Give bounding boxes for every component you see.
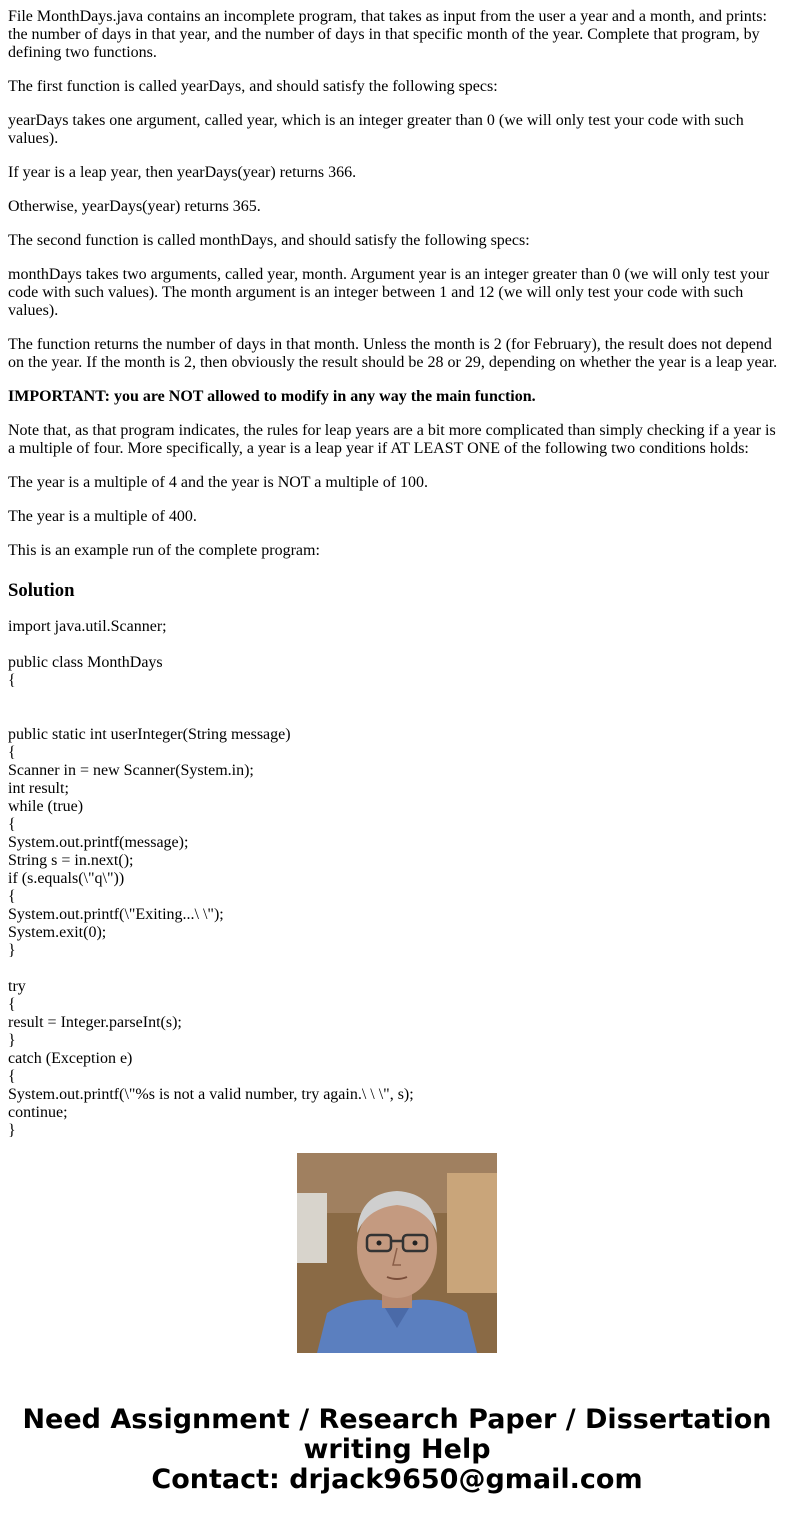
code-line: }	[8, 942, 16, 959]
question-paragraph-monthdays-args: monthDays takes two arguments, called year, month. Argument year is an integer greater than 0 (we will only test your code with such values). The month argument is an integer between 1 and 12 (we will only test your code with such values).	[8, 266, 770, 319]
author-avatar	[297, 1153, 497, 1353]
code-line: public static int userInteger(String message)	[8, 726, 291, 743]
code-line: {	[8, 1068, 16, 1085]
code-line: Scanner in = new Scanner(System.in);	[8, 762, 254, 779]
code-line: if (s.equals(\"q\"))	[8, 870, 125, 887]
question-paragraph-first-function: The first function is called yearDays, and should satisfy the following specs:	[8, 78, 498, 95]
question-paragraph-rule-1: The year is a multiple of 4 and the year is NOT a multiple of 100.	[8, 474, 429, 491]
promo-text	[0, 1405, 794, 1495]
question-paragraph-second-function: The second function is called monthDays, and should satisfy the following specs:	[8, 232, 530, 249]
code-line: {	[8, 888, 16, 905]
solution-code	[8, 618, 786, 1140]
promo-line-2: writing Help	[303, 1434, 491, 1465]
code-line: {	[8, 744, 16, 761]
question-paragraph-leap-366: If year is a leap year, then yearDays(year) returns 366.	[8, 164, 357, 181]
question-paragraph-intro: File MonthDays.java contains an incomplete program, that takes as input from the user a year and a month, and prints: the number of days in that year, and the number of days in that specific month of the year. Complete that program, by defining two functions.	[8, 8, 767, 61]
code-line: import java.util.Scanner;	[8, 618, 167, 635]
code-line: catch (Exception e)	[8, 1050, 133, 1067]
code-line: {	[8, 672, 16, 689]
code-line	[8, 708, 786, 726]
code-line: System.out.printf(message);	[8, 834, 189, 851]
code-line	[8, 690, 786, 708]
code-line: System.exit(0);	[8, 924, 107, 941]
solution-heading: Solution	[8, 580, 75, 601]
code-line: while (true)	[8, 798, 84, 815]
code-line: public class MonthDays	[8, 654, 163, 671]
code-line: continue;	[8, 1104, 68, 1121]
promo-line-1: Need Assignment / Research Paper / Dissertation	[22, 1404, 772, 1435]
question-paragraph-important: IMPORTANT: you are NOT allowed to modify in any way the main function.	[8, 388, 536, 405]
code-line: System.out.printf(\"Exiting...\ \");	[8, 906, 224, 923]
code-line: {	[8, 816, 16, 833]
code-line: }	[8, 1122, 16, 1139]
code-line: int result;	[8, 780, 69, 797]
code-line: {	[8, 996, 16, 1013]
promo-contact: Contact: drjack9650@gmail.com	[151, 1464, 643, 1495]
code-line	[8, 960, 786, 978]
code-line: String s = in.next();	[8, 852, 134, 869]
question-paragraph-leap-rules: Note that, as that program indicates, the rules for leap years are a bit more complicated than simply checking if a year is a multiple of four. More specifically, a year is a leap year if AT LEAST ONE of the following two conditions holds:	[8, 422, 776, 457]
question-paragraph-yeardays-args: yearDays takes one argument, called year, which is an integer greater than 0 (we will only test your code with such values).	[8, 112, 744, 147]
promo-footer	[0, 1153, 794, 1495]
code-line: try	[8, 978, 26, 995]
author-photo	[297, 1153, 497, 1353]
question-paragraph-rule-2: The year is a multiple of 400.	[8, 508, 197, 525]
question-paragraph-otherwise-365: Otherwise, yearDays(year) returns 365.	[8, 198, 261, 215]
code-line: }	[8, 1032, 16, 1049]
code-line	[8, 636, 786, 654]
code-line: result = Integer.parseInt(s);	[8, 1014, 182, 1031]
question-paragraph-example-run: This is an example run of the complete program:	[8, 542, 320, 559]
code-line: System.out.printf(\"%s is not a valid number, try again.\ \ \", s);	[8, 1086, 414, 1103]
question-paragraph-monthdays-returns: The function returns the number of days in that month. Unless the month is 2 (for February), the result does not depend on the year. If the month is 2, then obviously the result should be 28 or 29, depending on whether the year is a leap year.	[8, 336, 778, 371]
